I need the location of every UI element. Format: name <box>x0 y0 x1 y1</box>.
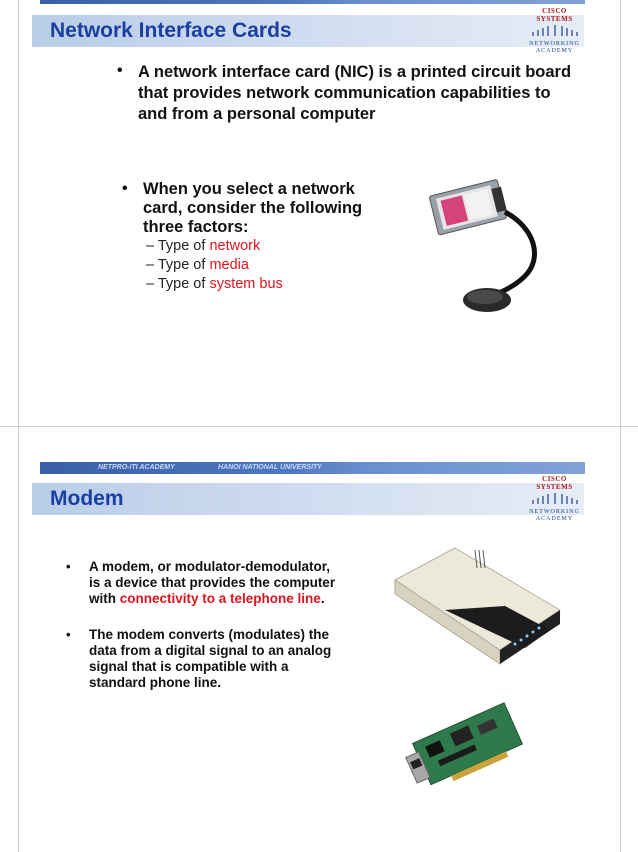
cisco-bridge-icon <box>530 24 580 36</box>
bullet-dot: • <box>122 180 128 197</box>
subitem-media: – Type of media <box>146 257 249 273</box>
slide1-title: Network Interface Cards <box>50 19 292 42</box>
academy-line2: ACADEMY <box>535 516 574 522</box>
cisco-logo <box>527 7 582 53</box>
banner-academy-text: NETPRO-ITI ACADEMY <box>98 464 175 471</box>
slide2-title-bar <box>32 475 584 522</box>
external-modem-image <box>385 540 570 670</box>
bullet-dot: • <box>117 62 123 79</box>
subitem-prefix: Type of <box>157 257 206 273</box>
slide1-title-bar <box>32 7 584 54</box>
slide2-title: Modem <box>50 487 124 510</box>
bullet1-highlight: connectivity to a telephone line <box>119 591 321 606</box>
slide2-bullet1 <box>89 559 339 607</box>
bullet-dot: • <box>66 559 71 574</box>
internal-modem-card-image <box>402 700 532 800</box>
slide2-banner <box>40 462 585 474</box>
cisco-brand: CISCO SYSTEMS <box>536 7 573 23</box>
bullet1-text: A modem, or modulator-demodulator, is a device that provides the computer with <box>89 559 336 606</box>
slide1-banner <box>40 0 585 4</box>
banner-university-text: HANOI NATIONAL UNIVERSITY <box>218 464 322 471</box>
cisco-logo <box>527 475 582 521</box>
subitem-value: media <box>209 257 249 273</box>
bullet1-end: . <box>320 591 325 606</box>
academy-line2: ACADEMY <box>535 48 574 54</box>
slide1-bullet2: When you select a network card, consider the following three factors: <box>143 180 363 236</box>
slide2-bullet2: The modem converts (modulates) the data from a digital signal to an analog signal that is compatible with a standard phone line. <box>89 627 332 690</box>
subitem-value: system bus <box>209 276 283 292</box>
subitem-network: – Type of network <box>146 238 261 254</box>
slide1-bullet1: A network interface card (NIC) is a printed circuit board that provides network communication capabilities to and from a personal computer <box>138 63 572 123</box>
subitem-value: network <box>209 238 261 254</box>
academy-line1: NETWORKING <box>529 509 580 515</box>
slide-divider <box>0 426 638 427</box>
subitem-prefix: Type of <box>157 238 206 254</box>
bullet-dot: • <box>66 627 71 642</box>
pc-card-nic-image <box>425 178 550 318</box>
cisco-brand: CISCO SYSTEMS <box>536 475 573 491</box>
cisco-bridge-icon <box>530 492 580 504</box>
subitem-system-bus: – Type of system bus <box>146 276 283 292</box>
academy-line1: NETWORKING <box>529 41 580 47</box>
subitem-prefix: Type of <box>157 276 206 292</box>
